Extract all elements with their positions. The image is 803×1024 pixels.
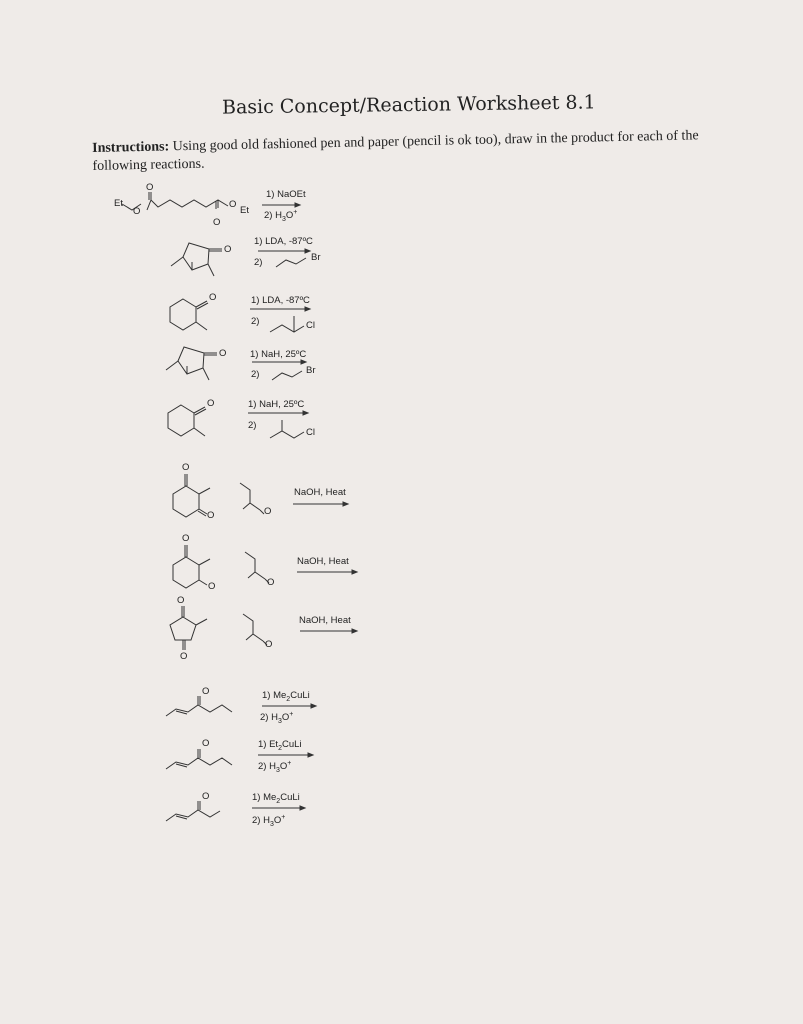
r6-atom-2: O: [207, 510, 215, 521]
r6-atom-1: O: [182, 462, 190, 473]
r7-atom-1: O: [182, 533, 190, 544]
r7-atom-3: O: [267, 577, 275, 588]
r1-atom-4: O: [229, 199, 237, 210]
r10-atom-1: O: [202, 738, 210, 749]
r4-atom-1: O: [219, 348, 227, 359]
r5-reagent: Cl: [306, 427, 315, 438]
r5-step1: 1) NaH, 25ºC: [248, 399, 305, 410]
r8-atom-2: O: [180, 651, 188, 662]
r3-atom-1: O: [209, 292, 217, 303]
r1-step1: 1) NaOEt: [266, 189, 306, 200]
r3-reagent: Cl: [306, 320, 315, 331]
r4-step2: 2): [251, 369, 260, 380]
r2-reagent: Br: [311, 252, 321, 263]
r8-atom-1: O: [177, 595, 185, 606]
r2-step2: 2): [254, 257, 263, 268]
r1-step2: 2) $H_3O^+$: [264, 209, 298, 224]
r1-atom-3: O: [146, 182, 154, 193]
r9-atom-1: O: [202, 686, 210, 697]
r10-step2: 2) $H_3O^+$: [258, 760, 292, 775]
r1-atom-5: Et: [240, 205, 249, 216]
r5-step2: 2): [248, 420, 257, 431]
reaction-2-structure: [171, 243, 310, 276]
r7-atom-2: O: [208, 581, 216, 592]
r2-step1: 1) LDA, -87ºC: [254, 236, 313, 247]
r11-step1: 1) $Me_2CuLi$: [252, 792, 300, 805]
r11-step2: 2) $H_3O^+$: [252, 814, 286, 829]
r6-conditions: NaOH, Heat: [294, 487, 346, 498]
r1-atom-2: O: [133, 206, 141, 217]
r4-step1: 1) NaH, 25ºC: [250, 349, 307, 360]
r7-conditions: NaOH, Heat: [297, 556, 349, 567]
r2-atom-1: O: [224, 244, 232, 255]
r10-step1: 1) $Et_2CuLi$: [258, 739, 302, 752]
r9-step1: 1) $Me_2CuLi$: [262, 690, 310, 703]
reaction-8-structure: [170, 606, 357, 650]
instructions-text: Using good old fashioned pen and paper (pencil is ok too), draw in the product for each of the following reactions.: [92, 128, 699, 174]
instructions-label: Instructions:: [92, 139, 170, 156]
r3-step1: 1) LDA, -87ºC: [251, 295, 310, 306]
r6-atom-3: O: [264, 506, 272, 517]
r4-reagent: Br: [306, 365, 316, 376]
r9-step2: 2) $H_3O^+$: [260, 711, 294, 726]
r3-step2: 2): [251, 316, 260, 327]
r11-atom-1: O: [202, 791, 210, 802]
r1-atom-6: O: [213, 217, 221, 228]
r5-atom-1: O: [207, 398, 215, 409]
r8-conditions: NaOH, Heat: [299, 615, 351, 626]
worksheet-title: Basic Concept/Reaction Worksheet 8.1: [221, 91, 596, 119]
r1-atom-1: Et: [114, 198, 123, 209]
r8-atom-3: O: [265, 639, 273, 650]
